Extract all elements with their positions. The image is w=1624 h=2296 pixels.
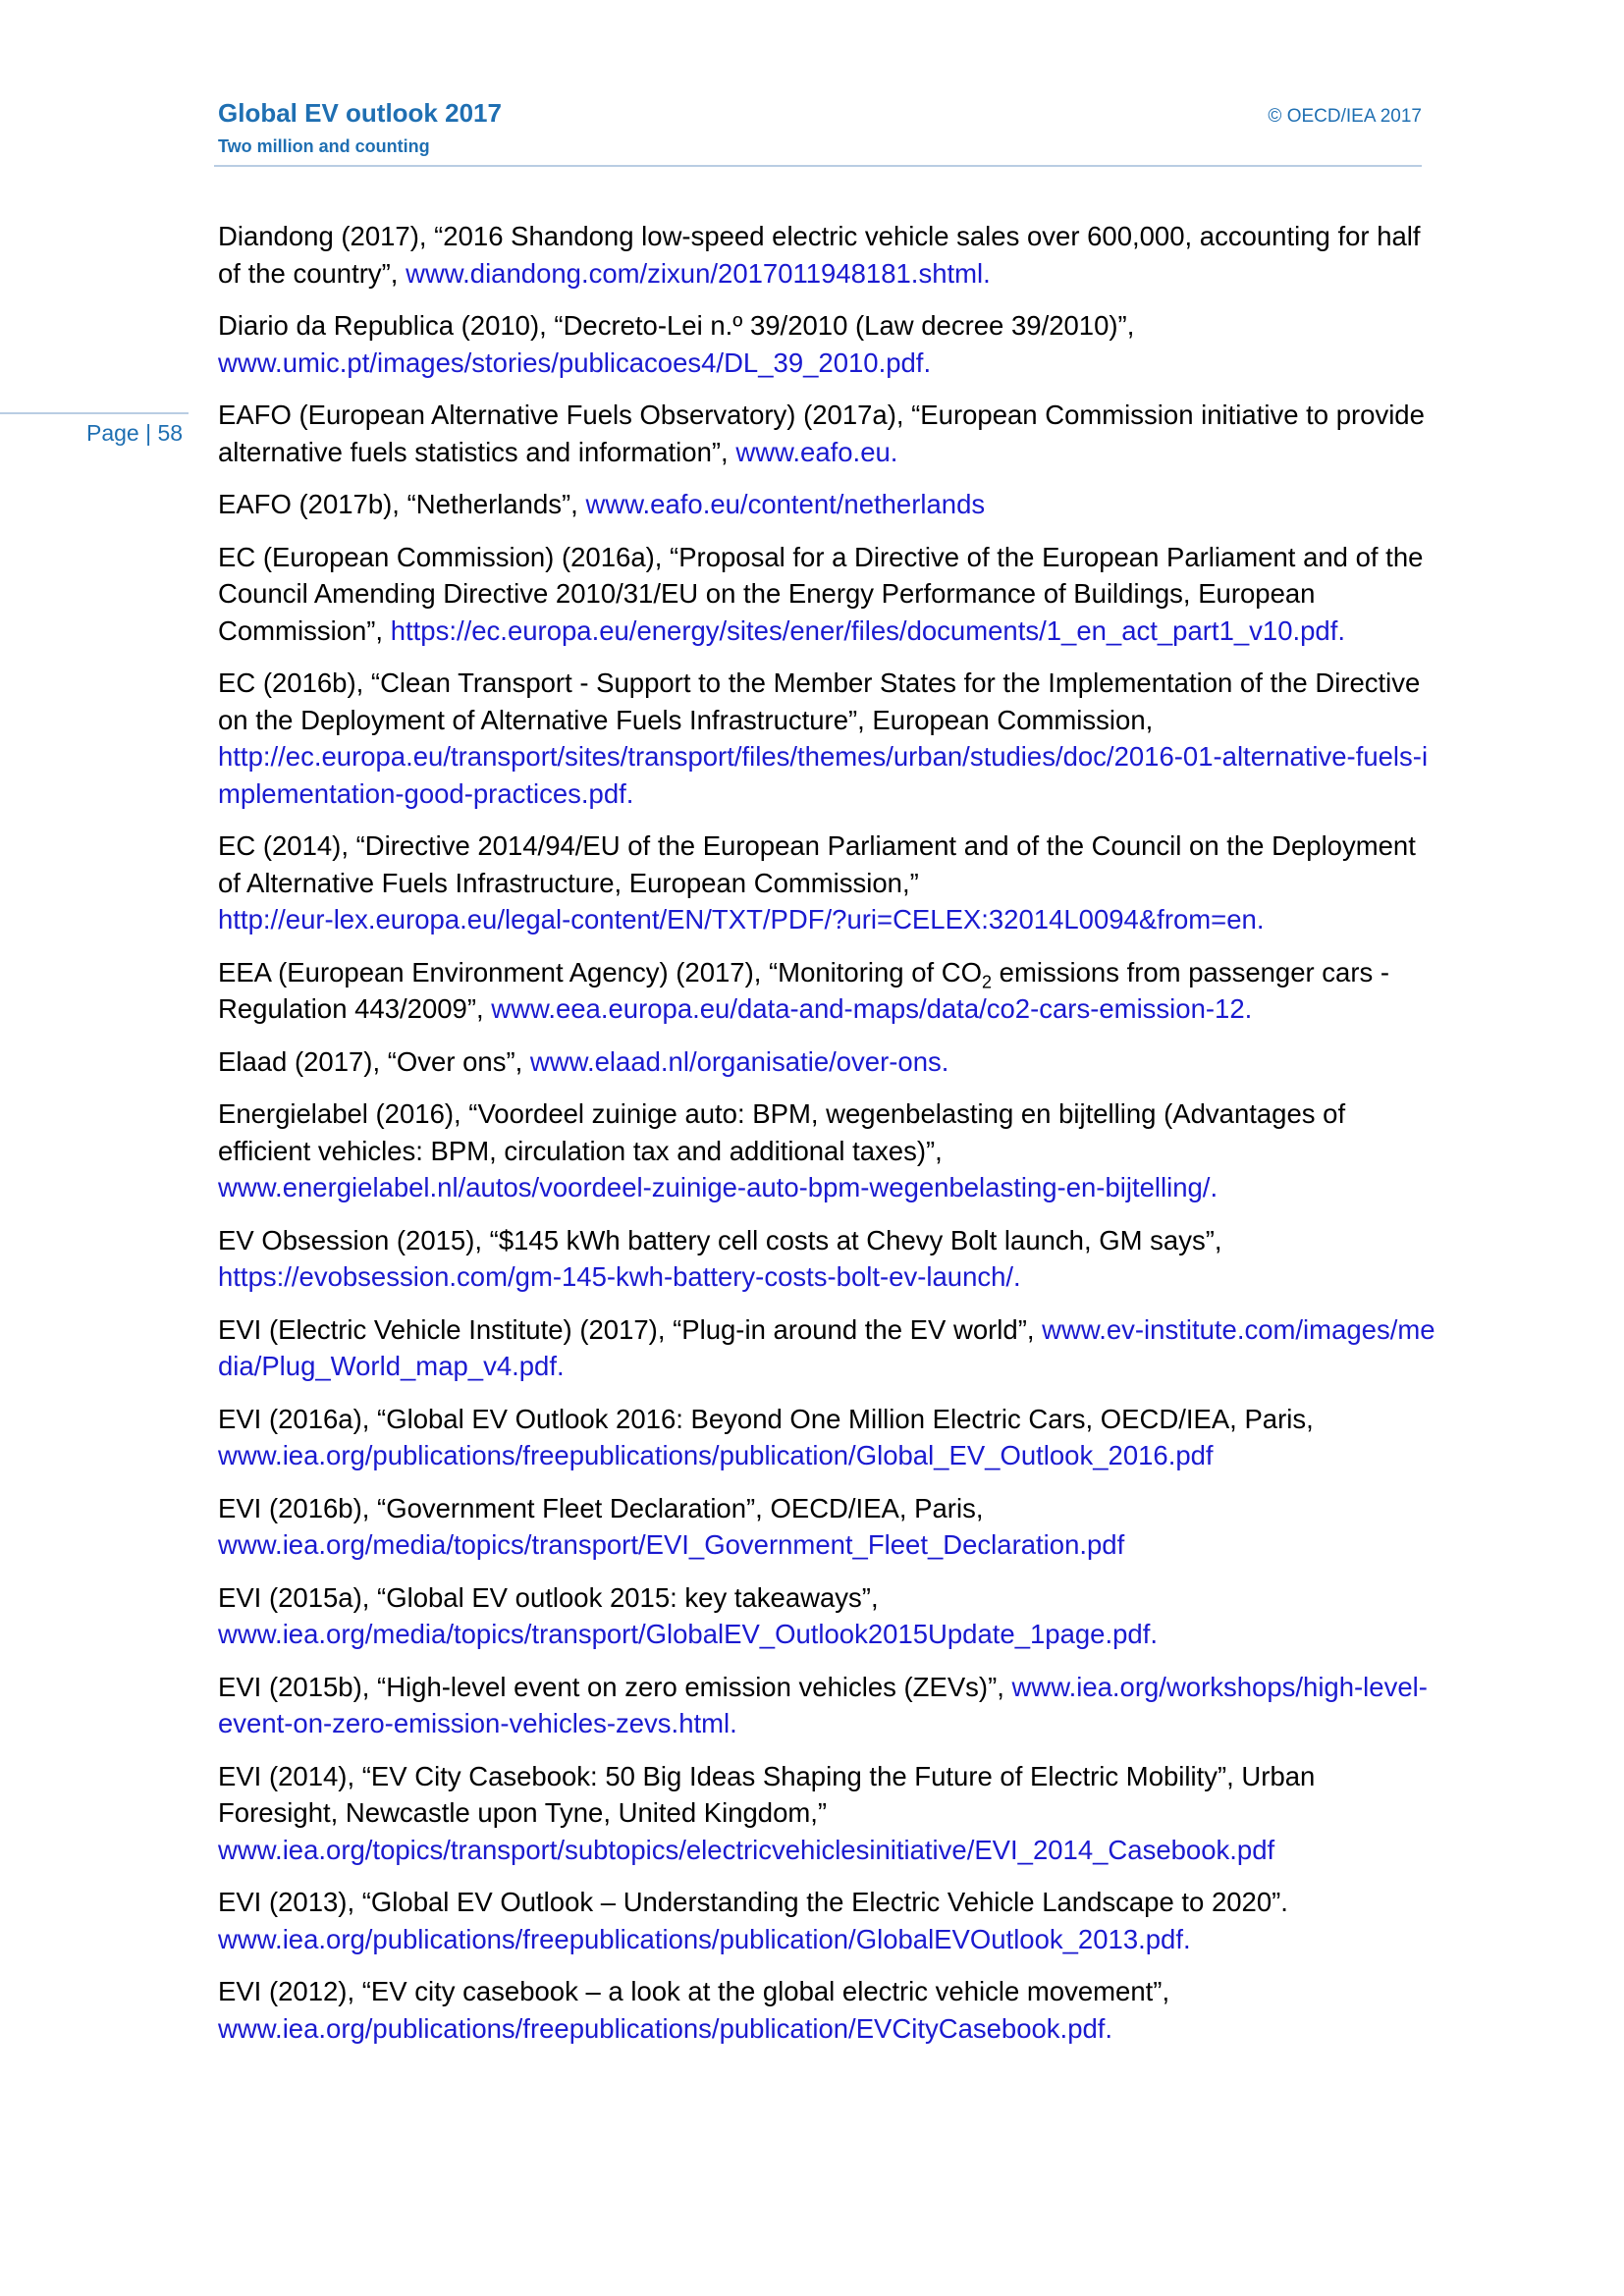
reference-text: EVI (2014), “EV City Casebook: 50 Big Ideas Shaping the Future of Electric Mobility”, Urban Foresight, Newcastle upon Tyne, United Kingdom,” <box>218 1760 1316 1828</box>
reference-text: EC (European Commission) (2016a), “Proposal for a Directive of the European Parliament and of the Council Amending Directive 2010/31/EU on the Energy Performance of Buildings, European Commission”, <box>218 541 1424 646</box>
reference-link[interactable]: www.elaad.nl/organisatie/over-ons. <box>529 1045 949 1077</box>
reference-text: EAFO (2017b), “Netherlands”, <box>218 489 586 519</box>
reference-item <box>218 1669 1435 1742</box>
reference-link[interactable]: www.iea.org/media/topics/transport/EVI_Government_Fleet_Declaration.pdf <box>218 1529 1125 1560</box>
reference-text: EEA (European Environment Agency) (2017), “Monitoring of CO <box>218 956 983 988</box>
reference-text: EC (2016b), “Clean Transport - Support to the Member States for the Implementation of the Directive on the Deployment of Alternative Fuels Infrastructure”, European Commission, <box>218 667 1421 735</box>
reference-item <box>218 486 1435 523</box>
reference-list <box>218 218 1435 2062</box>
reference-text: Energielabel (2016), “Voordeel zuinige auto: BPM, wegenbelasting en bijtelling (Advantages of efficient vehicles: BPM, circulation tax and additional taxes)”, <box>218 1098 1346 1166</box>
reference-text: emissions from passenger cars - Regulation 443/2009”, <box>218 956 1390 1024</box>
reference-item <box>218 1579 1435 1653</box>
reference-link[interactable]: www.ev-institute.com/images/media/Plug_World_map_v4.pdf. <box>218 1313 1435 1381</box>
reference-link[interactable]: www.iea.org/media/topics/transport/GlobalEV_Outlook2015Update_1page.pdf. <box>218 1619 1158 1649</box>
reference-item <box>218 1222 1435 1296</box>
reference-link[interactable]: www.energielabel.nl/autos/voordeel-zuinige-auto-bpm-wegenbelasting-en-bijtelling/. <box>218 1172 1218 1202</box>
subscript: 2 <box>982 972 993 991</box>
reference-item <box>218 1758 1435 1869</box>
reference-text: EVI (2016a), “Global EV Outlook 2016: Beyond One Million Electric Cars, OECD/IEA, Paris, <box>218 1403 1314 1434</box>
reference-text: EVI (2015b), “High-level event on zero emission vehicles (ZEVs)”, <box>218 1671 1012 1702</box>
reference-link[interactable]: www.eafo.eu/content/netherlands <box>585 489 986 519</box>
reference-text: EVI (2012), “EV city casebook – a look at the global electric vehicle movement”, <box>218 1976 1170 2006</box>
reference-text: EVI (Electric Vehicle Institute) (2017), “Plug-in around the EV world”, <box>218 1313 1043 1345</box>
reference-item <box>218 1973 1435 2047</box>
reference-item <box>218 1884 1435 1957</box>
reference-item <box>218 828 1435 938</box>
reference-link[interactable]: www.umic.pt/images/stories/publicacoes4/DL_39_2010.pdf. <box>218 347 932 378</box>
reference-item <box>218 307 1435 381</box>
reference-link[interactable]: www.eea.europa.eu/data-and-maps/data/co2-cars-emission-12. <box>491 993 1253 1024</box>
reference-text: EVI (2013), “Global EV Outlook – Understanding the Electric Vehicle Landscape to 2020”. <box>218 1887 1288 1917</box>
reference-item <box>218 397 1435 470</box>
reference-item <box>218 1401 1435 1474</box>
reference-text: EAFO (European Alternative Fuels Observatory) (2017a), “European Commission initiative to provide alternative fuels statistics and information”, <box>218 400 1425 467</box>
reference-item <box>218 665 1435 812</box>
reference-item <box>218 1311 1435 1385</box>
reference-item <box>218 1490 1435 1564</box>
reference-text: Diario da Republica (2010), “Decreto-Lei n.º 39/2010 (Law decree 39/2010)”, <box>218 310 1135 341</box>
reference-text: EV Obsession (2015), “$145 kWh battery cell costs at Chevy Bolt launch, GM says”, <box>218 1224 1222 1255</box>
reference-text: EC (2014), “Directive 2014/94/EU of the European Parliament and of the Council on the Deployment of Alternative Fuels Infrastructure, European Commission,” <box>218 830 1416 898</box>
reference-link[interactable]: www.diandong.com/zixun/2017011948181.shtml. <box>406 257 991 289</box>
reference-item <box>218 1043 1435 1081</box>
reference-item <box>218 1095 1435 1206</box>
reference-item <box>218 539 1435 650</box>
reference-item <box>218 218 1435 292</box>
reference-link[interactable]: https://ec.europa.eu/energy/sites/ener/files/documents/1_en_act_part1_v10.pdf. <box>390 614 1346 646</box>
document-subtitle: Two million and counting <box>218 136 430 156</box>
document-title: Global EV outlook 2017 <box>218 98 502 128</box>
copyright-notice: © OECD/IEA 2017 <box>1268 106 1422 127</box>
reference-link[interactable]: http://ec.europa.eu/transport/sites/transport/files/themes/urban/studies/doc/2016-01-alternative-fuels-implementation-good-practices.pdf. <box>218 741 1429 809</box>
reference-link[interactable]: www.iea.org/workshops/high-level-event-on-zero-emission-vehicles-zevs.html. <box>218 1671 1428 1738</box>
reference-text: Diandong (2017), “2016 Shandong low-speed electric vehicle sales over 600,000, accounting for half of the country”, <box>218 221 1421 289</box>
reference-text: EVI (2015a), “Global EV outlook 2015: key takeaways”, <box>218 1581 879 1613</box>
header-divider <box>214 165 1422 167</box>
reference-item <box>218 954 1435 1028</box>
reference-link[interactable]: www.iea.org/publications/freepublications/publication/Global_EV_Outlook_2016.pdf <box>218 1440 1214 1470</box>
reference-link[interactable]: www.iea.org/publications/freepublications/publication/GlobalEVOutlook_2013.pdf. <box>218 1923 1191 1954</box>
reference-link[interactable]: www.iea.org/topics/transport/subtopics/electricvehiclesinitiative/EVI_2014_Casebook.pdf <box>218 1834 1275 1865</box>
reference-link[interactable]: www.eafo.eu. <box>735 436 898 467</box>
reference-link[interactable]: www.iea.org/publications/freepublications/publication/EVCityCasebook.pdf. <box>218 2012 1113 2044</box>
page-number-divider <box>0 412 189 414</box>
reference-text: Elaad (2017), “Over ons”, <box>218 1045 530 1077</box>
reference-link[interactable]: http://eur-lex.europa.eu/legal-content/EN/TXT/PDF/?uri=CELEX:32014L0094&from=en. <box>218 904 1265 934</box>
reference-link[interactable]: https://evobsession.com/gm-145-kwh-battery-costs-bolt-ev-launch/. <box>218 1261 1021 1292</box>
page-number: Page | 58 <box>86 420 184 446</box>
reference-text: EVI (2016b), “Government Fleet Declaration”, OECD/IEA, Paris, <box>218 1492 984 1523</box>
